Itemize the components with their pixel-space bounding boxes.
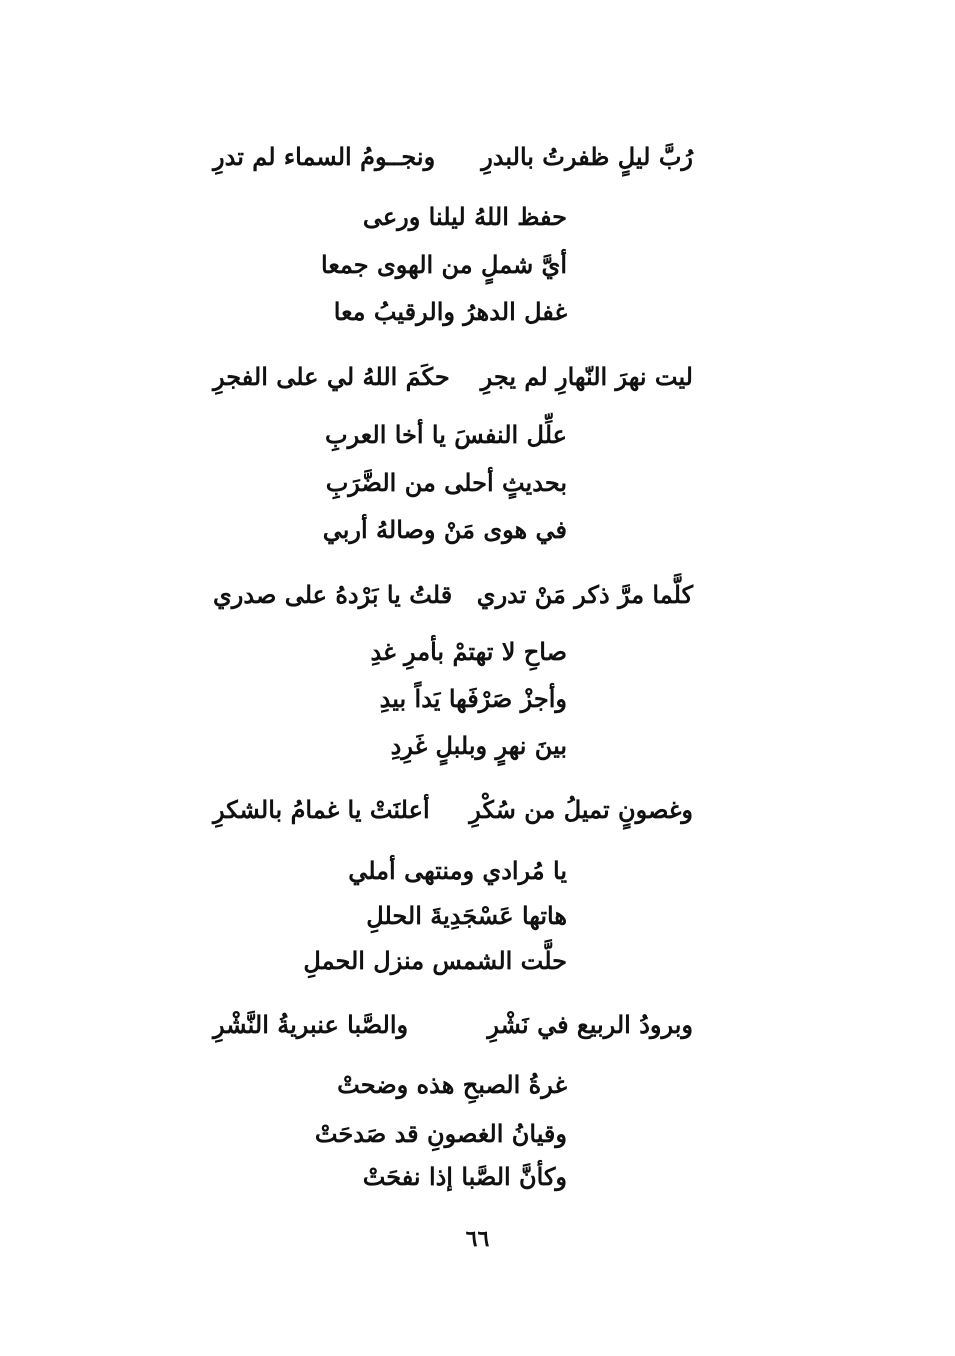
couplet-3 [213, 580, 693, 610]
verse-line: علِّل النفسَ يا أخا العربِ [324, 420, 567, 449]
hemistich-left: ونجــومُ السماء لم تدرِ [213, 142, 436, 171]
hemistich-left: والصَّبا عنبريةُ النَّشْرِ [213, 1010, 409, 1039]
verse-line: بحديثٍ أحلى من الضَّرَبِ [325, 468, 567, 497]
hemistich-right: رُبَّ ليلٍ ظفرتُ بالبدرِ [481, 142, 693, 171]
verse-line: صاحِ لا تهتمْ بأمرِ غدِ [370, 637, 567, 666]
verse-line: هاتها عَسْجَدِيةَ الحللِ [366, 901, 567, 930]
hemistich-left: حكَمَ اللهُ لي على الفجرِ [213, 362, 450, 391]
verse-line: وقيانُ الغصونِ قد صَدحَتْ [314, 1119, 567, 1148]
verse-line: غفل الدهرُ والرقيبُ معا [333, 297, 567, 326]
couplet-2 [213, 362, 693, 392]
couplet-5 [213, 1010, 693, 1040]
couplet-4 [213, 795, 693, 825]
verse-line: حلَّت الشمس منزل الحملِ [303, 946, 567, 975]
verse-line: حفظ اللهُ ليلنا ورعى [362, 202, 567, 231]
verse-line: غرةُ الصبحِ هذه وضحتْ [337, 1070, 567, 1099]
verse-line: أيَّ شملٍ من الهوى جمعا [321, 250, 567, 279]
hemistich-right: كلَّما مرَّ ذكر مَنْ تدري [476, 580, 693, 609]
verse-line: يا مُرادي ومنتهى أملي [348, 856, 567, 885]
verse-line: بينَ نهرٍ وبلبلٍ غَرِدِ [390, 731, 567, 760]
verse-line: في هوى مَنْ وصالهُ أربي [322, 515, 567, 544]
hemistich-right: ليت نهرَ النّهارِ لم يجرِ [480, 362, 693, 391]
page-number: ٦٦ [465, 1226, 490, 1252]
couplet-1 [213, 142, 693, 172]
verse-line: وأجزْ صَرْفَها يَداً بيدِ [379, 684, 567, 713]
hemistich-left: قلتُ يا بَرْدهُ على صدري [213, 580, 453, 609]
hemistich-left: أعلنَتْ يا غمامُ بالشكرِ [213, 795, 430, 824]
hemistich-right: وبرودُ الربيع في نَشْرِ [487, 1010, 693, 1039]
hemistich-right: وغصونٍ تميلُ من سُكْرِ [469, 795, 693, 824]
verse-line: وكأنَّ الصَّبا إذا نفحَتْ [362, 1162, 567, 1191]
